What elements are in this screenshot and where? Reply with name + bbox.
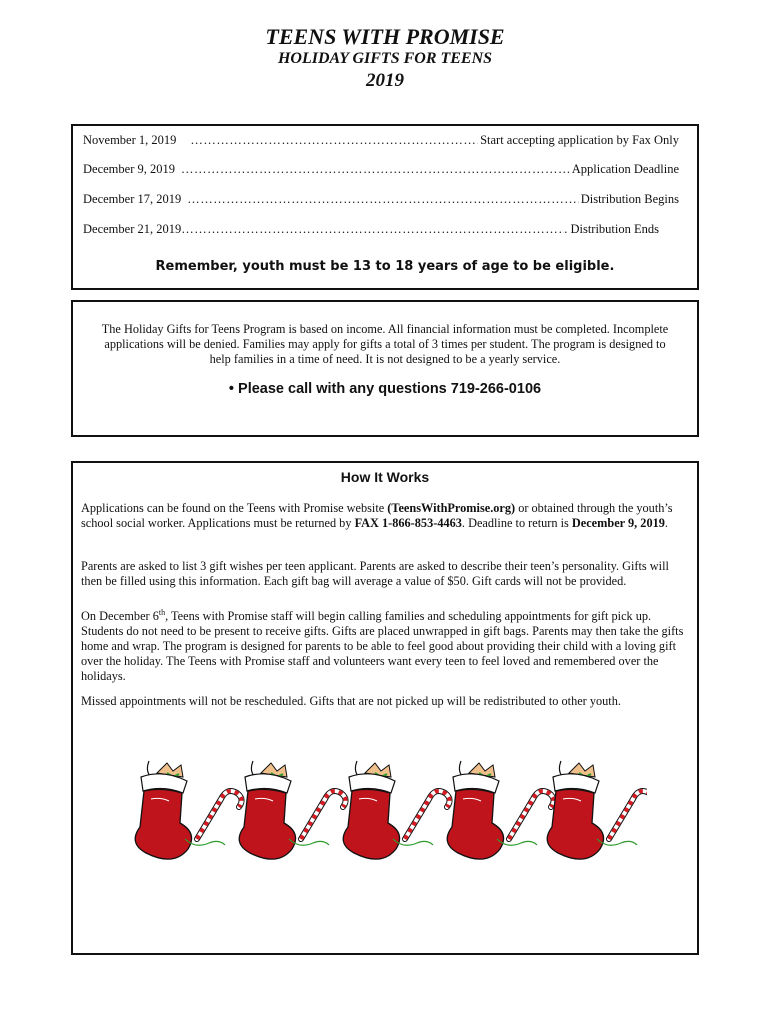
eligibility-note: Remember, youth must be 13 to 18 years of age to be eligible. [155,259,615,274]
deadline-date: December 9, 2019 [571,516,665,530]
schedule-event: . Distribution Ends [564,222,659,236]
dot-leader [181,162,570,177]
schedule-row [83,133,679,148]
stocking-icon [447,761,553,859]
missed-appointments-paragraph: Missed appointments will not be rescheduled. Gifts that are not picked up will be redistributed to other youth. [81,694,621,708]
schedule-row [83,192,679,207]
gift-wishes-paragraph: Parents are asked to list 3 gift wishes per teen applicant. Parents are asked to describe their teen’s personality. Gifts will then be filled using this information. Each gift bag will average a value of $50. Gift cards will not be provided. [81,559,669,588]
schedule-row [83,222,679,237]
section-heading: How It Works [340,469,430,485]
dot-leader [190,133,478,148]
program-description: The Holiday Gifts for Teens Program is based on income. All financial information must be completed. Incomplete applications will be denied. Families may apply for gifts a total of 3 times per student. The program is designed to help families in a time of need. It is not designed to be a yearly service. [101,322,669,366]
dot-leader [187,192,578,207]
schedule-date: December 21, 2019 [83,222,182,236]
page-title: TEENS WITH PROMISE [265,24,505,49]
dot-leader [181,222,564,237]
pickup-paragraph: On December 6th, Teens with Promise staff will begin calling families and scheduling appointments for gift pick up. Students do not need to be present to receive gifts. Gifts are placed unwrapped in gift bags. Parents may then take the gifts home and wrap. The program is designed for parents to be able to feel good about providing their child with a loving gift over the holiday. The Teens with Promise staff and volunteers want every teen to feel loved and remembered over the holidays. [81,608,684,684]
schedule-box [71,124,699,290]
stocking-icon [343,761,449,859]
contact-phone: • Please call with any questions 719-266-0106 [228,381,542,397]
stocking-icon [135,761,241,859]
page-subtitle: HOLIDAY GIFTS FOR TEENS [277,50,493,67]
applications-paragraph: Applications can be found on the Teens with Promise website (TeensWithPromise.org) or obtained through the youth’s school social worker. Applications must be returned by FAX 1-866-853-4463. Deadline to return is December 9, 2019. [81,501,673,530]
stocking-icon [239,761,345,859]
page-year: 2019 [366,70,404,91]
how-it-works-box [71,461,699,955]
schedule-date: November 1, 2019 [83,133,177,147]
schedule-event: Application Deadline [571,162,679,176]
stocking-candy-cane-icon [127,759,647,869]
stocking-icon [547,761,647,859]
schedule-date: December 17, 2019 [83,192,182,206]
fax-number: FAX 1-866-853-4463 [354,516,462,530]
schedule-event: Distribution Begins [580,192,679,206]
program-box [71,300,699,437]
schedule-row [83,162,679,177]
schedule-event: Start accepting application by Fax Only [480,133,679,147]
schedule-date: December 9, 2019 [83,162,175,176]
website-link: (TeensWithPromise.org) [387,501,516,515]
